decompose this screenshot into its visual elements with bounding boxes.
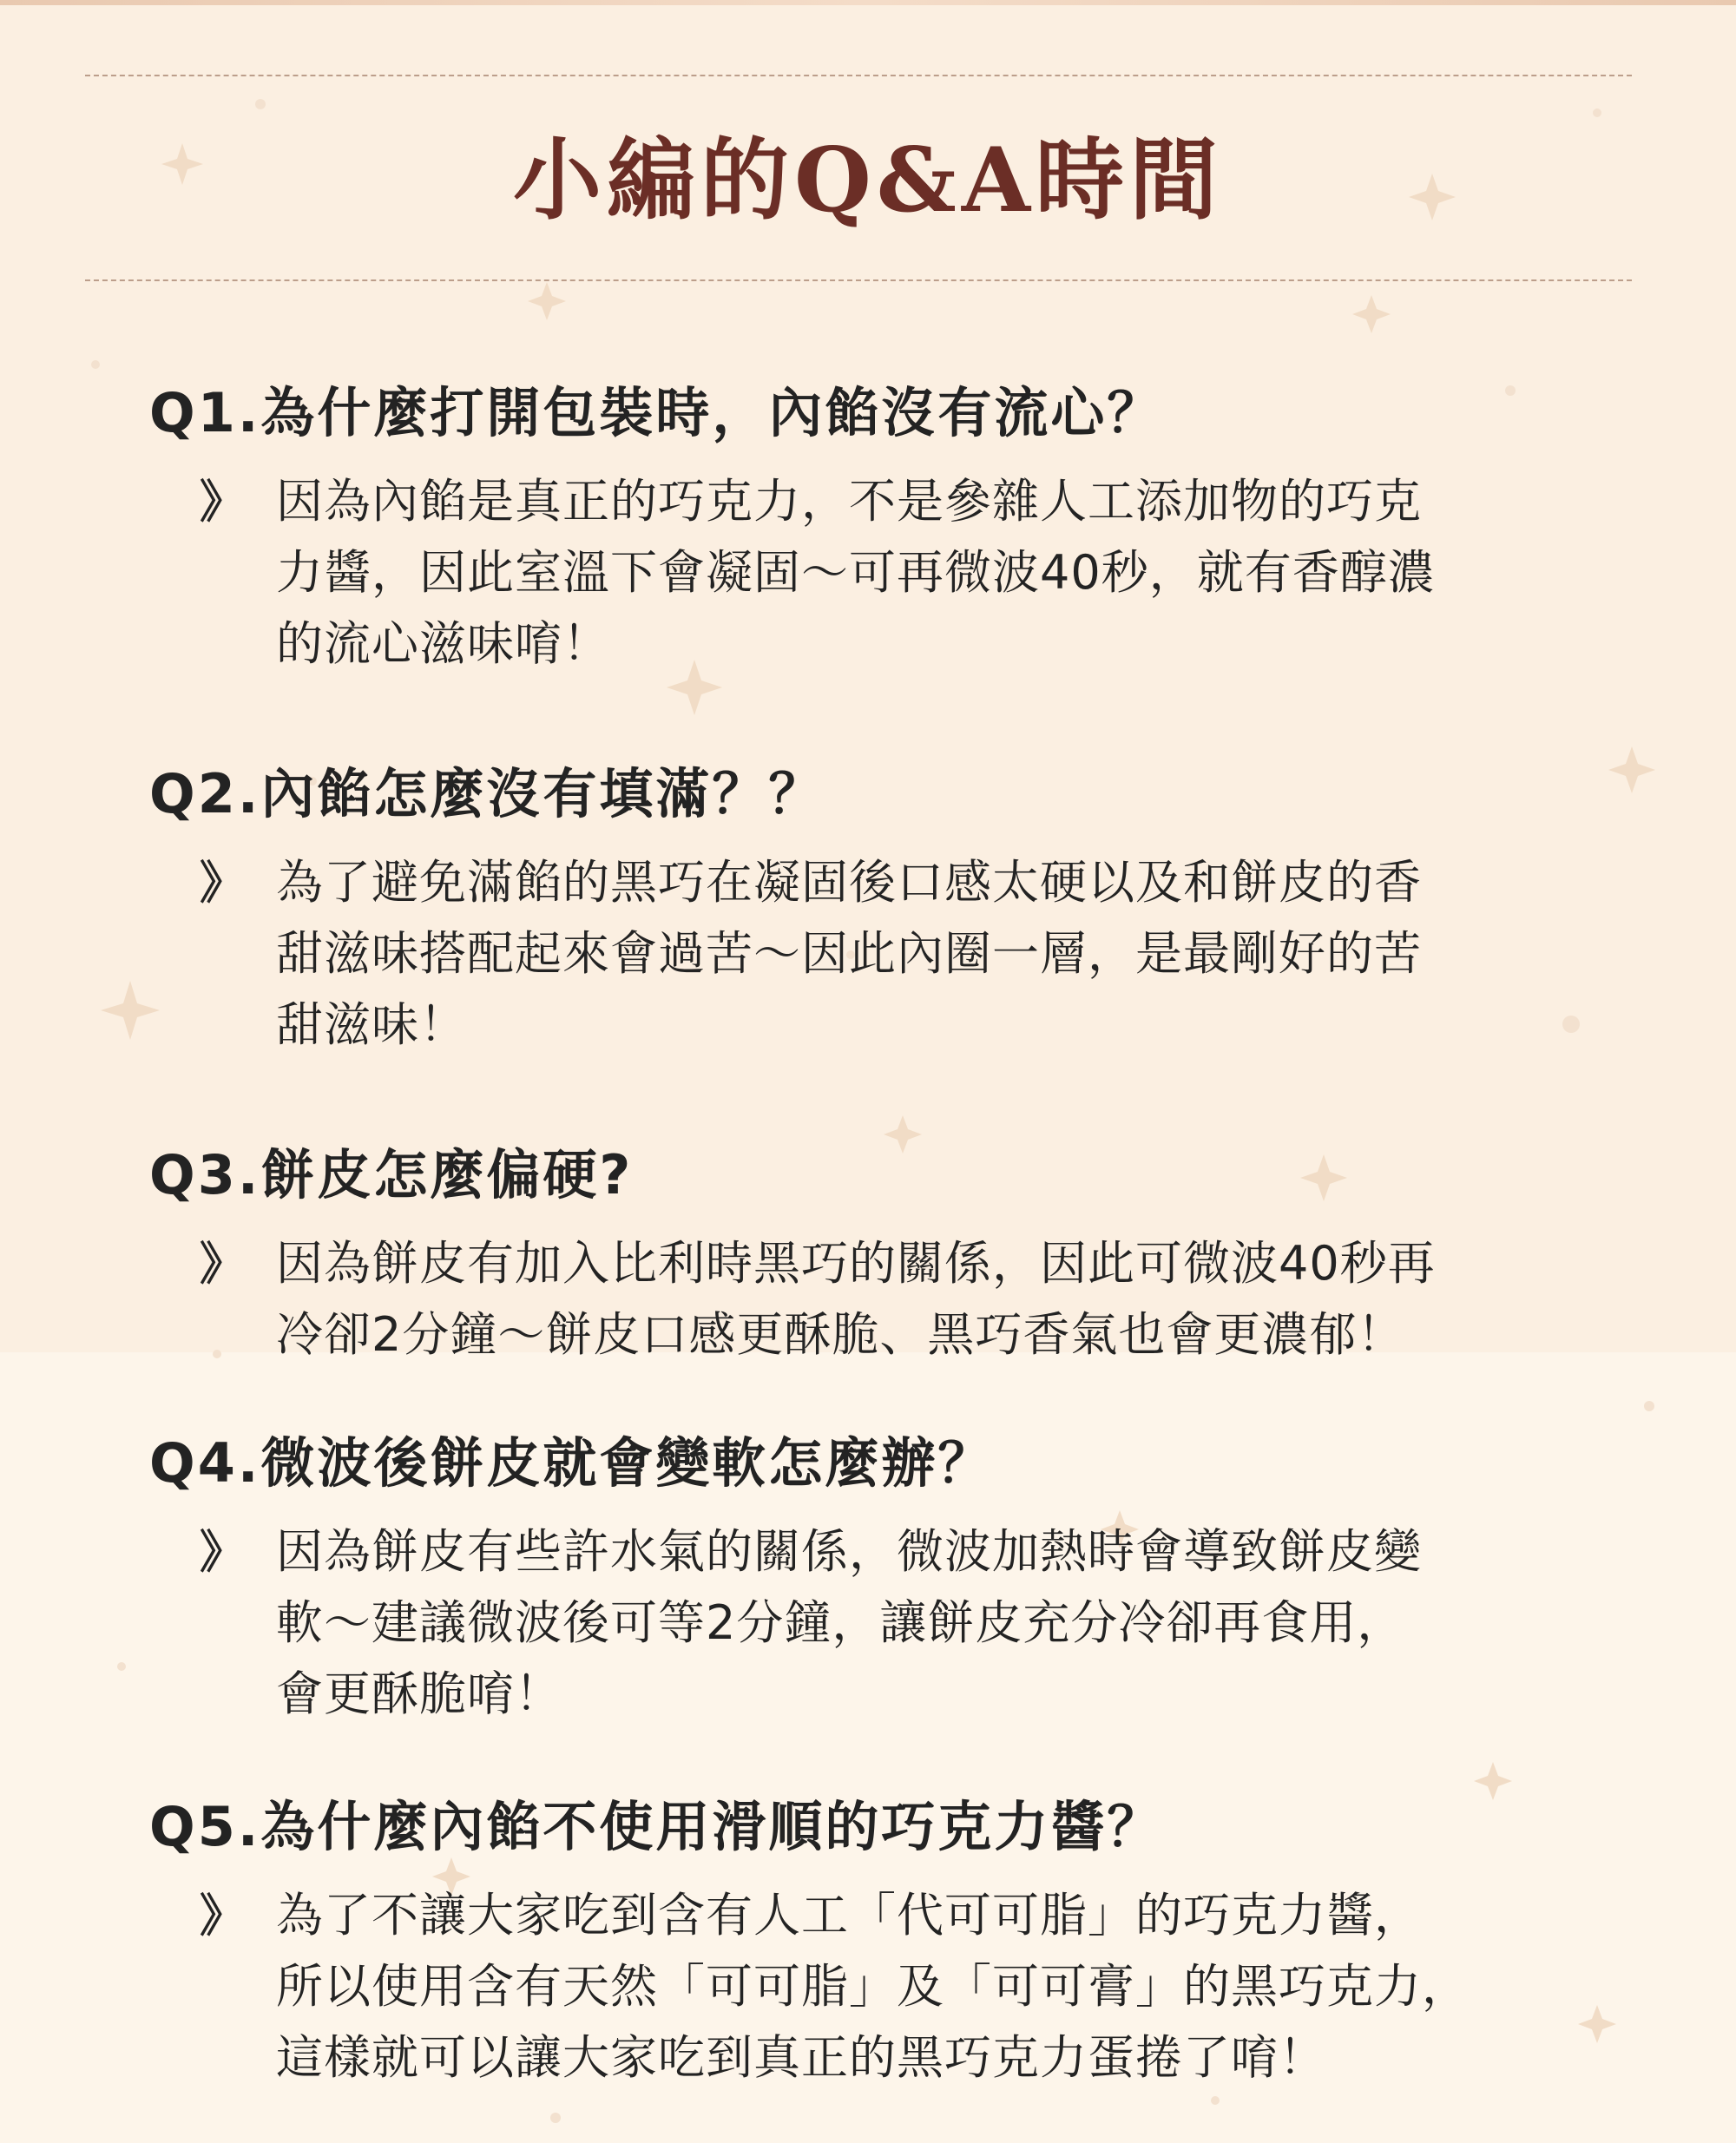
answer-line: 因為內餡是真正的巧克力，不是參雜人工添加物的巧克 [276, 474, 1422, 529]
answer-line: 甜滋味！ [276, 997, 467, 1052]
double-chevron-right-icon: 》 [200, 1890, 246, 1943]
answer-block [149, 847, 1625, 1081]
answer-line: 所以使用含有天然「可可脂」及「可可膏」的黑巧克力， [276, 1959, 1470, 2014]
sparkle-star-icon [528, 282, 566, 320]
answer-line: 會更酥脆唷！ [276, 1666, 562, 1721]
answer-line: 因為餅皮有些許水氣的關係，微波加熱時會導致餅皮變 [276, 1524, 1422, 1579]
question-title: Q2.內餡怎麼沒有填滿？？ [149, 762, 825, 825]
sparkle-star-icon [1352, 295, 1391, 333]
double-chevron-right-icon: 》 [200, 1239, 246, 1291]
answer-block [149, 1880, 1625, 2114]
page-title: 小編的Q&A時間 [512, 128, 1224, 233]
answer-line: 冷卻2分鐘～餅皮口感更酥脆、黑巧香氣也會更濃郁！ [276, 1307, 1405, 1362]
question-title: Q1.為什麼打開包裝時，內餡沒有流心？ [149, 381, 1164, 444]
qa-item [149, 1138, 1625, 1463]
answer-line: 軟～建議微波後可等2分鐘，讓餅皮充分冷卻再食用， [276, 1595, 1405, 1650]
answer-block [149, 1516, 1625, 1751]
qa-item [149, 757, 1625, 1081]
question-title: Q4.微波後餅皮就會變軟怎麼辦？ [149, 1431, 995, 1495]
question-title: Q5.為什麼內餡不使用滑順的巧克力醬？ [149, 1795, 1164, 1858]
double-chevron-right-icon: 》 [200, 1527, 246, 1579]
qa-item [149, 1790, 1625, 2114]
answer-line: 因為餅皮有加入比利時黑巧的關係，因此可微波40秒再 [276, 1236, 1436, 1291]
answer-line: 的流心滋味唷！ [276, 616, 610, 671]
answer-line: 甜滋味搭配起來會過苦～因此內圈一層，是最剛好的苦 [276, 926, 1422, 981]
double-chevron-right-icon: 》 [200, 477, 246, 529]
qa-item [149, 376, 1625, 700]
answer-line: 力醬，因此室溫下會凝固～可再微波40秒，就有香醇濃 [276, 545, 1436, 600]
answer-line: 為了不讓大家吃到含有人工「代可可脂」的巧克力醬， [276, 1888, 1422, 1943]
dashed-divider-top [85, 75, 1632, 79]
dashed-divider-bottom [85, 279, 1632, 284]
answer-line: 這樣就可以讓大家吃到真正的黑巧克力蛋捲了唷！ [276, 2030, 1326, 2085]
question-title: Q3.餅皮怎麼偏硬? [149, 1143, 634, 1206]
qa-item [149, 1426, 1625, 1751]
answer-block [149, 466, 1625, 700]
double-chevron-right-icon: 》 [200, 858, 246, 910]
answer-line: 為了避免滿餡的黑巧在凝固後口感太硬以及和餅皮的香 [276, 855, 1422, 910]
